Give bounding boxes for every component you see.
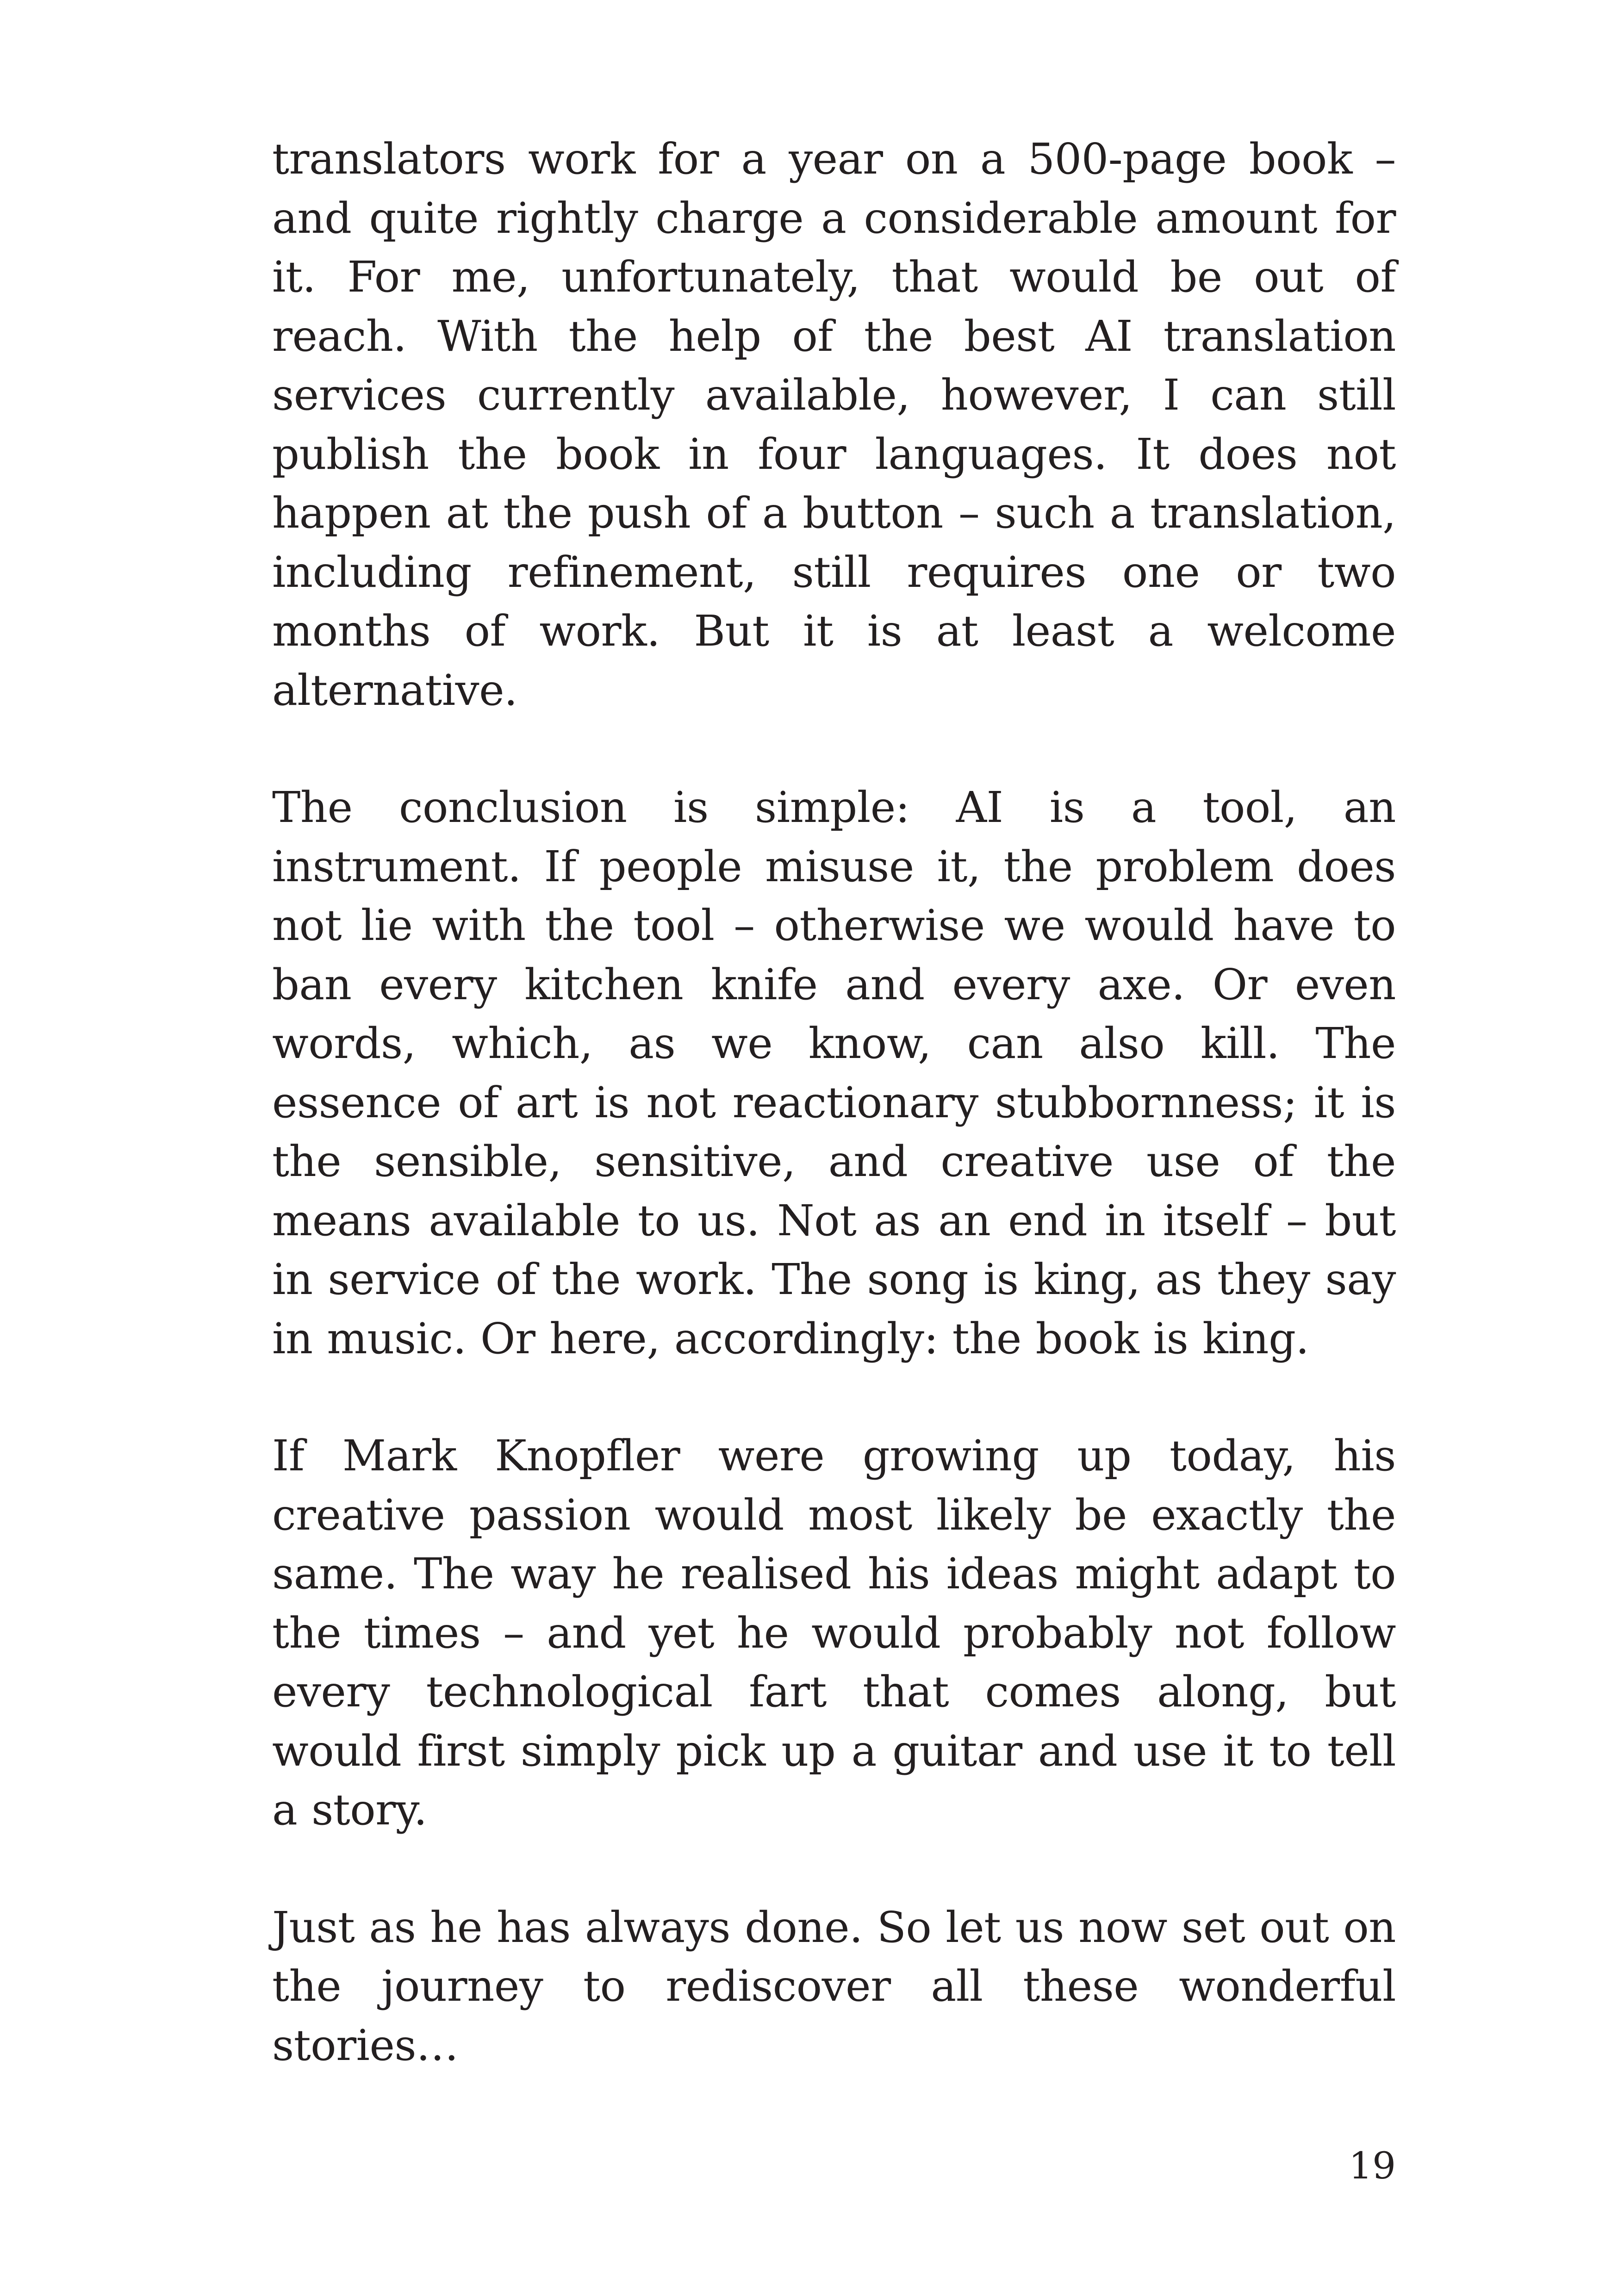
paragraph-journey: Just as he has always done. So let us now set out on the journey to rediscover all these wonderful stories… [272,1902,1396,2070]
page-number: 19 [1349,2144,1396,2187]
paragraph-mark-knopfler: If Mark Knopfler were growing up today, his creative passion would most likely be exactly the same. The way he realised his ideas might adapt to the times – and yet he would probably not follow every technological fart that comes along, but would first simply pick up a guitar and use it to tell a story. [272,1431,1396,1835]
paragraph-ai-conclusion: The conclusion is simple: AI is a tool, an instrument. If people misuse it, the problem does not lie with the tool – otherwise we would have to ban every kitchen knife and every axe. Or even words, which, as we know, can also kill. The essence of art is not reactionary stubbornness; it is the sensible, sensitive, and creative use of the means available to us. Not as an end in itself – but in service of the work. The song is king, as they say in music. Or here, accordingly: the book is king. [272,783,1396,1363]
paragraph-translation-cost: translators work for a year on a 500-page book – and quite rightly charge a considerable amount for it. For me, unfortunately, that would be out of reach. With the help of the best AI translation services currently available, however, I can still publish the book in four languages. It does not happen at the push of a button – such a translation, including refinement, still requires one or two months of work. But it is at least a welcome alternative. [272,134,1396,715]
body-text [272,130,1396,2075]
